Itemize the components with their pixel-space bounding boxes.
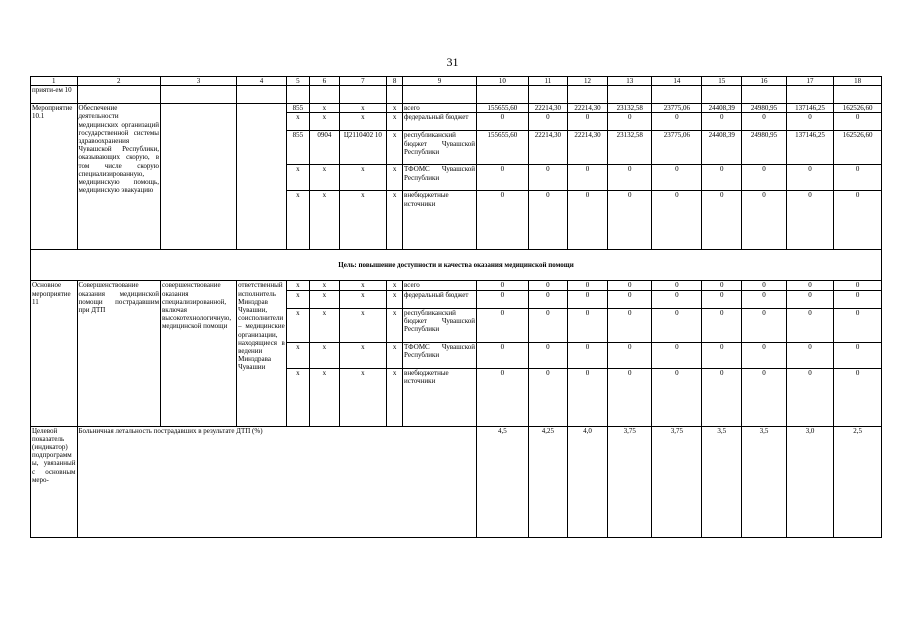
column-number: 1 [31,77,78,86]
table-cell: 855 [286,104,309,113]
activity-task: совершенствование оказания специализированной, включая высокотехнологичную, медицинской помощи [161,281,237,426]
empty-cell [477,86,529,104]
funding-source: республиканский бюджет Чувашской Республики [403,131,477,165]
column-number: 2 [77,77,161,86]
column-number: 11 [528,77,567,86]
table-cell: 155655,60 [477,104,529,113]
table-cell: 0 [477,165,529,191]
table-cell: x [286,165,309,191]
table-cell: 0 [702,113,742,131]
table-cell: 0 [567,113,607,131]
table-cell: 0 [834,191,882,250]
table-cell: x [310,281,340,290]
activity-executor: ответственный исполнитель Минздрав Чувашии, соисполнители – медицинские организации, находящиеся в ведении Минздрава Чувашии [237,281,287,426]
table-cell: 0 [652,191,702,250]
indicator-value: 3,75 [608,426,652,537]
table-cell: 137146,25 [786,104,834,113]
table-cell: 0 [567,308,607,342]
indicator-value: 3,75 [652,426,702,537]
table-cell: x [310,191,340,250]
funding-source: федеральный бюджет [403,290,477,308]
table-cell: 0 [834,342,882,368]
table-cell: 0 [608,165,652,191]
table-cell: x [286,308,309,342]
indicator-value: 3,5 [742,426,786,537]
empty-cell [786,86,834,104]
table-cell: 0 [477,368,529,426]
table-cell: 24980,95 [742,104,786,113]
empty-cell [403,86,477,104]
table-cell: 0 [477,113,529,131]
table-cell: 0 [528,191,567,250]
activity-description: Совершенствование оказания медицинской помощи пострадавшим при ДТП [77,281,161,426]
table-cell: x [387,191,403,250]
table-cell: 24408,39 [702,131,742,165]
indicator-value: 3,0 [786,426,834,537]
column-number: 7 [339,77,387,86]
empty-cell [339,86,387,104]
column-number: 12 [567,77,607,86]
table-cell: x [387,113,403,131]
table-cell: 137146,25 [786,131,834,165]
table-cell: 0 [528,113,567,131]
table-cell: 22214,30 [567,131,607,165]
column-number: 6 [310,77,340,86]
table-cell: 0 [528,368,567,426]
table-cell: 0 [652,308,702,342]
table-cell: 0 [742,281,786,290]
funding-source: ТФОМС Чувашской Республики [403,165,477,191]
funding-source: федеральный бюджет [403,113,477,131]
funding-source: внебюджетные источники [403,191,477,250]
table-cell: 24980,95 [742,131,786,165]
table-cell: x [339,290,387,308]
empty-cell [77,86,161,104]
table-cell: 0 [786,290,834,308]
table-cell: 0 [742,191,786,250]
table-cell: x [339,165,387,191]
table-cell: x [310,165,340,191]
funding-source: ТФОМС Чувашской Республики [403,342,477,368]
table-cell: x [387,104,403,113]
table-cell: Ц2110402 10 [339,131,387,165]
table-cell: 0 [567,290,607,308]
indicator-value: 2,5 [834,426,882,537]
budget-table [30,76,882,538]
table-cell: x [286,191,309,250]
table-cell: 0 [702,165,742,191]
table-cell: 0 [834,281,882,290]
table-cell: 0 [834,290,882,308]
table-cell: x [310,104,340,113]
empty-cell [387,86,403,104]
table-cell: 0 [786,191,834,250]
table-cell: x [339,368,387,426]
table-cell: 0904 [310,131,340,165]
table-cell: 0 [742,342,786,368]
indicator-row [31,426,882,537]
goal-heading: Цель: повышение доступности и качества оказания медицинской помощи [31,250,882,281]
empty-cell [608,86,652,104]
table-cell: 0 [528,308,567,342]
table-cell: 0 [742,368,786,426]
table-cell: 0 [702,308,742,342]
table-cell: 0 [786,281,834,290]
table-cell: 0 [477,281,529,290]
table-cell: 0 [567,165,607,191]
table-cell: x [387,131,403,165]
table-cell: 23132,58 [608,131,652,165]
table-cell: 0 [652,165,702,191]
activity-name: Основное мероприятие 11 [31,281,78,426]
activity-executor [237,104,287,250]
table-cell: 0 [786,308,834,342]
table-cell: 0 [477,290,529,308]
continued-activity-label: прияти-ем 10 [31,86,78,104]
table-cell: 0 [652,342,702,368]
table-cell: x [339,104,387,113]
table-cell: x [387,281,403,290]
table-cell: 0 [567,191,607,250]
table-cell: 0 [702,342,742,368]
empty-cell [652,86,702,104]
empty-cell [742,86,786,104]
table-cell: x [339,191,387,250]
table-cell: 23132,58 [608,104,652,113]
table-cell: 162526,60 [834,104,882,113]
table-cell: 0 [834,368,882,426]
table-cell: 0 [742,165,786,191]
table-cell: 0 [834,165,882,191]
table-cell: x [310,308,340,342]
empty-cell [567,86,607,104]
funding-source: всего [403,104,477,113]
table-cell: 0 [742,290,786,308]
table-cell: x [339,113,387,131]
indicator-value: 4,5 [477,426,529,537]
indicator-value: 4,25 [528,426,567,537]
goal-row [31,250,882,281]
table-cell: 0 [528,281,567,290]
table-cell: 0 [528,165,567,191]
column-number: 17 [786,77,834,86]
table-cell: 0 [477,191,529,250]
table-cell: 0 [702,281,742,290]
table-cell: 0 [652,113,702,131]
column-number: 9 [403,77,477,86]
table-cell: x [339,342,387,368]
table-cell: 0 [742,308,786,342]
table-cell: 0 [567,342,607,368]
table-cell: 0 [652,368,702,426]
table-cell: x [387,368,403,426]
table-cell: 0 [742,113,786,131]
table-cell: 0 [567,368,607,426]
table-row [31,104,882,113]
table-cell: 0 [702,290,742,308]
table-cell: x [387,290,403,308]
table-cell: 0 [608,290,652,308]
indicator-value: 4,0 [567,426,607,537]
table-cell: 0 [786,368,834,426]
table-cell: 0 [477,308,529,342]
column-number: 15 [702,77,742,86]
table-cell: x [286,113,309,131]
table-cell: 0 [608,308,652,342]
table-cell: 855 [286,131,309,165]
empty-cell [310,86,340,104]
column-number: 13 [608,77,652,86]
activity-task [161,104,237,250]
table-cell: 22214,30 [567,104,607,113]
funding-source: республиканский бюджет Чувашской Республики [403,308,477,342]
table-cell: x [387,308,403,342]
column-number-row [31,77,882,86]
table-cell: 0 [834,308,882,342]
indicator-label: Целевой показатель (индикатор) подпрограммы, увязанный с основным меро- [31,426,78,537]
table-cell: x [310,113,340,131]
indicator-description: Больничная летальность пострадавших в результате ДТП (%) [77,426,477,537]
table-cell: 0 [652,290,702,308]
page-number: 31 [446,55,459,69]
table-cell: 162526,60 [834,131,882,165]
empty-cell [237,86,287,104]
table-cell: 0 [608,368,652,426]
table-cell: 22214,30 [528,131,567,165]
activity-name: Мероприятие 10.1 [31,104,78,250]
table-cell: x [286,368,309,426]
column-number: 16 [742,77,786,86]
table-cell: 0 [786,165,834,191]
table-cell: x [387,165,403,191]
table-cell: 0 [608,281,652,290]
table-cell: x [286,342,309,368]
table-cell: 0 [477,342,529,368]
funding-source: внебюджетные источники [403,368,477,426]
table-cell: 0 [608,113,652,131]
table-cell: 24408,39 [702,104,742,113]
table-cell: x [310,290,340,308]
table-cell: 0 [608,191,652,250]
column-number: 5 [286,77,309,86]
table-cell: x [339,308,387,342]
column-number: 4 [237,77,287,86]
table-cell: 0 [567,281,607,290]
table-row [31,281,882,290]
table-cell: 23775,06 [652,131,702,165]
table-cell: 0 [786,342,834,368]
table-cell: 22214,30 [528,104,567,113]
table-cell: 0 [652,281,702,290]
column-number: 14 [652,77,702,86]
table-cell: 155655,60 [477,131,529,165]
empty-cell [702,86,742,104]
column-number: 10 [477,77,529,86]
table-cell: x [286,290,309,308]
empty-cell [286,86,309,104]
table-cell: x [310,342,340,368]
table-cell: x [387,342,403,368]
table-cell: 0 [608,342,652,368]
table-cell: 0 [528,290,567,308]
table-cell: 0 [786,113,834,131]
table-cell: x [339,281,387,290]
activity-description: Обеспечение деятельности медицинских организаций государственной системы здравоохранения Чувашской Республики, оказывающих скорую, в том числе скорую специализированную, медицинскую помощь, медицинскую эвакуацию [77,104,161,250]
column-number: 18 [834,77,882,86]
table-cell: 23775,06 [652,104,702,113]
funding-source: всего [403,281,477,290]
table-cell: 0 [528,342,567,368]
table-cell: x [286,281,309,290]
table-cell: x [310,368,340,426]
empty-cell [161,86,237,104]
empty-cell [834,86,882,104]
table-cell: 0 [702,191,742,250]
table-cell: 0 [702,368,742,426]
column-number: 3 [161,77,237,86]
indicator-value: 3,5 [702,426,742,537]
empty-cell [528,86,567,104]
column-number: 8 [387,77,403,86]
table-cell: 0 [834,113,882,131]
